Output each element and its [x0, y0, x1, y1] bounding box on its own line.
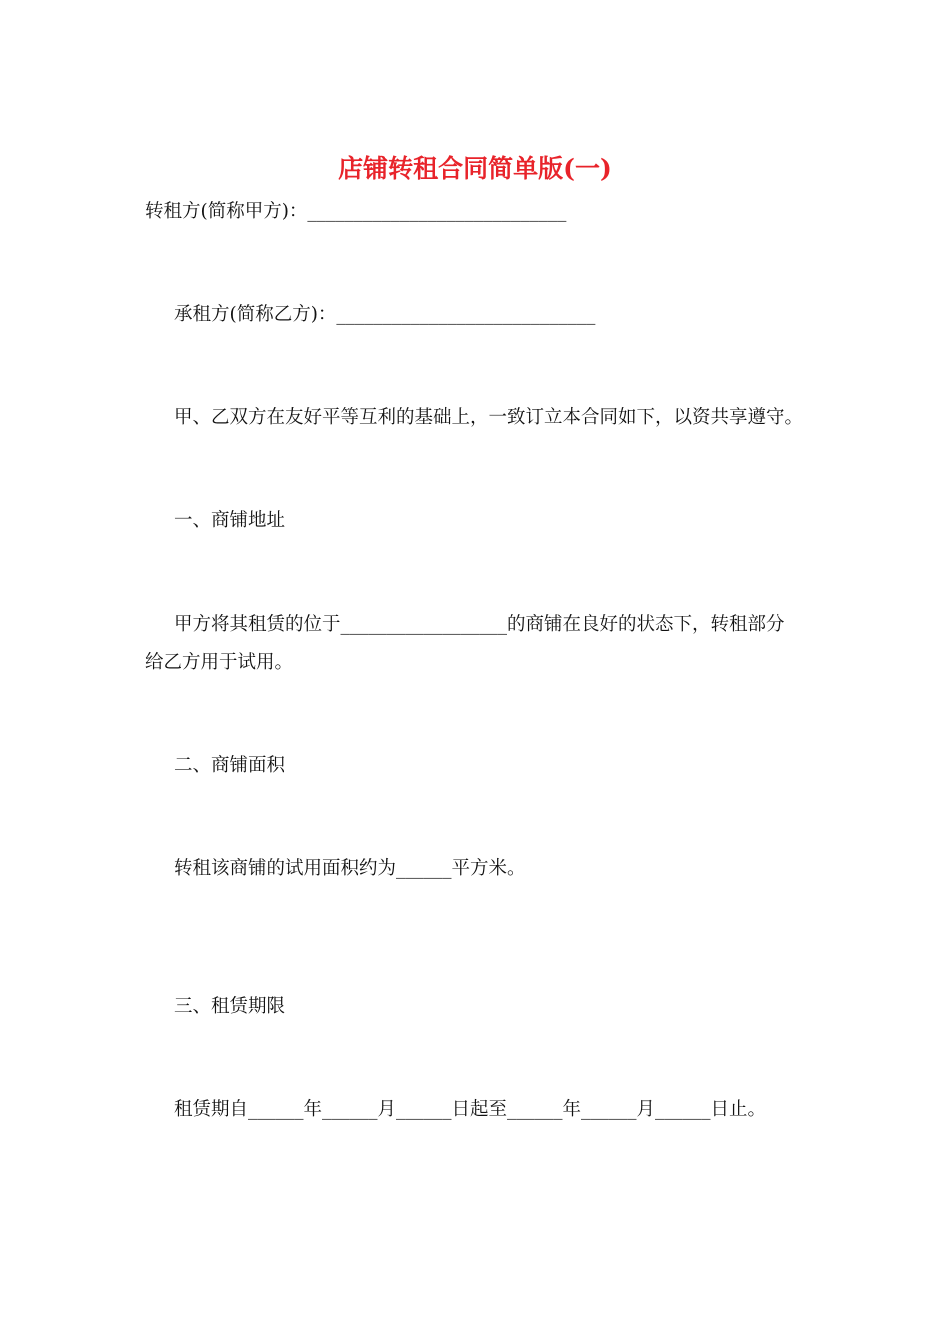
section3-text: 租赁期自______年______月______日起至______年______月______日止。	[174, 1099, 767, 1120]
section3-heading: 三、租赁期限	[174, 996, 286, 1017]
section2-text: 转租该商铺的试用面积约为______平方米。	[174, 858, 526, 879]
party-a-line: 转租方(简称甲方)：____________________________	[145, 201, 567, 222]
party-b-line: 承租方(简称乙方)：____________________________	[174, 304, 596, 325]
document-title: 店铺转租合同简单版(一)	[338, 154, 612, 183]
intro-paragraph: 甲、乙双方在友好平等互利的基础上，一致订立本合同如下，以资共享遵守。	[174, 407, 804, 428]
section1-heading: 一、商铺地址	[174, 510, 286, 531]
section1-text-line1: 甲方将其租赁的位于__________________的商铺在良好的状态下，转租部分	[174, 614, 785, 635]
section1-text-line2: 给乙方用于试用。	[145, 652, 294, 673]
section2-heading: 二、商铺面积	[174, 755, 286, 776]
